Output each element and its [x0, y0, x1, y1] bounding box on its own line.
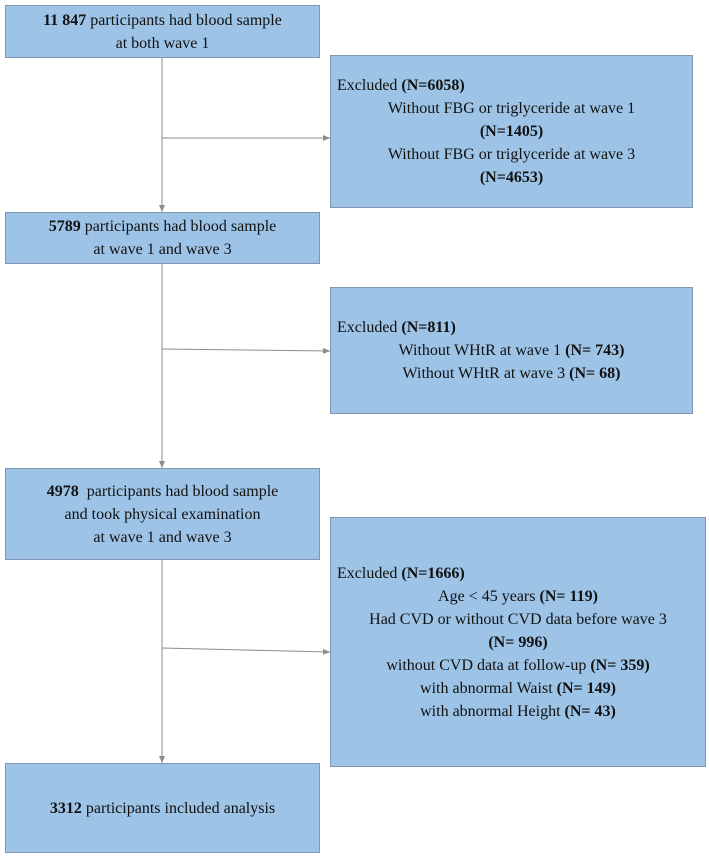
- reason-count: (N= 68): [569, 365, 621, 382]
- main-box-2-line-2: [93, 238, 231, 261]
- exclusion-reason: [331, 97, 692, 120]
- main-box-2-line-1: [49, 215, 277, 238]
- main-box-2: [5, 212, 320, 264]
- exclusion-reason: [331, 700, 705, 723]
- exclusion-reason: [331, 677, 705, 700]
- reason-text: with abnormal Height: [420, 702, 565, 720]
- exclusion-box-3-header: [331, 562, 705, 585]
- excluded-label: Excluded: [337, 77, 402, 94]
- reason-text: Without WHtR at wave 3: [402, 365, 570, 382]
- reason-text: Without FBG or triglyceride at wave 1: [387, 100, 636, 117]
- excluded-count: (N=811): [401, 319, 456, 336]
- reason-count: (N= 743): [565, 342, 625, 359]
- reason-text: without CVD data at follow-up: [386, 656, 591, 674]
- exclusion-reason: [331, 585, 705, 608]
- exclusion-connector-3: [162, 648, 330, 652]
- exclusion-box-2: [330, 287, 693, 414]
- reason-count: (N= 359): [590, 656, 650, 674]
- reason-text: Age < 45 years: [438, 587, 540, 605]
- exclusion-connector-2: [162, 349, 330, 351]
- reason-count: (N=4653): [479, 169, 544, 186]
- reason-count: (N= 43): [564, 702, 616, 720]
- participant-count: 5789: [48, 218, 81, 235]
- exclusion-reason: [331, 120, 692, 143]
- reason-count: (N= 119): [539, 587, 598, 605]
- exclusion-reason: [331, 339, 692, 362]
- exclusion-box-1-header: [331, 74, 692, 97]
- participant-count: 4978: [46, 482, 79, 500]
- exclusion-reason: [331, 143, 692, 166]
- reason-count: (N= 149): [556, 679, 616, 697]
- main-box-3-line-1: [47, 480, 279, 503]
- excluded-count: (N=1666): [401, 564, 465, 582]
- excluded-label: Excluded: [337, 319, 402, 336]
- exclusion-reason: [331, 654, 705, 677]
- main-box-1-line-1: [43, 9, 282, 32]
- participant-count: 11 847: [43, 11, 87, 29]
- line-text: participants had blood sample: [80, 218, 277, 235]
- excluded-count: (N=6058): [401, 77, 465, 94]
- exclusion-reason: [331, 631, 705, 654]
- reason-text: with abnormal Waist: [420, 679, 557, 697]
- main-box-4: [5, 763, 320, 853]
- reason-text: Without WHtR at wave 1: [398, 342, 566, 359]
- line-text: at wave 1 and wave 3: [93, 528, 232, 546]
- reason-text: Without FBG or triglyceride at wave 3: [387, 146, 636, 163]
- exclusion-box-1: [330, 55, 693, 208]
- main-box-3: [5, 468, 320, 560]
- exclusion-reason: [331, 608, 705, 631]
- line-text: at both wave 1: [115, 34, 210, 52]
- reason-count: (N=1405): [479, 123, 544, 140]
- main-box-1-line-2: [116, 32, 210, 55]
- line-text: at wave 1 and wave 3: [93, 241, 232, 258]
- participant-count: 3312: [49, 799, 82, 817]
- reason-text: Had CVD or without CVD data before wave 3: [369, 610, 667, 628]
- main-box-3-line-3: [93, 526, 231, 549]
- reason-count: (N= 996): [488, 633, 548, 651]
- main-box-1: [5, 5, 320, 58]
- excluded-label: Excluded: [337, 564, 402, 582]
- line-text: and took physical examination: [64, 505, 261, 523]
- main-box-3-line-2: [65, 503, 261, 526]
- exclusion-reason: [331, 362, 692, 385]
- line-text: participants included analysis: [81, 799, 276, 817]
- exclusion-box-2-header: [331, 316, 692, 339]
- exclusion-reason: [331, 166, 692, 189]
- main-box-4-line-1: [50, 797, 275, 820]
- exclusion-box-3: [330, 517, 706, 767]
- line-text: participants had blood sample: [78, 482, 279, 500]
- line-text: participants had blood sample: [86, 11, 282, 29]
